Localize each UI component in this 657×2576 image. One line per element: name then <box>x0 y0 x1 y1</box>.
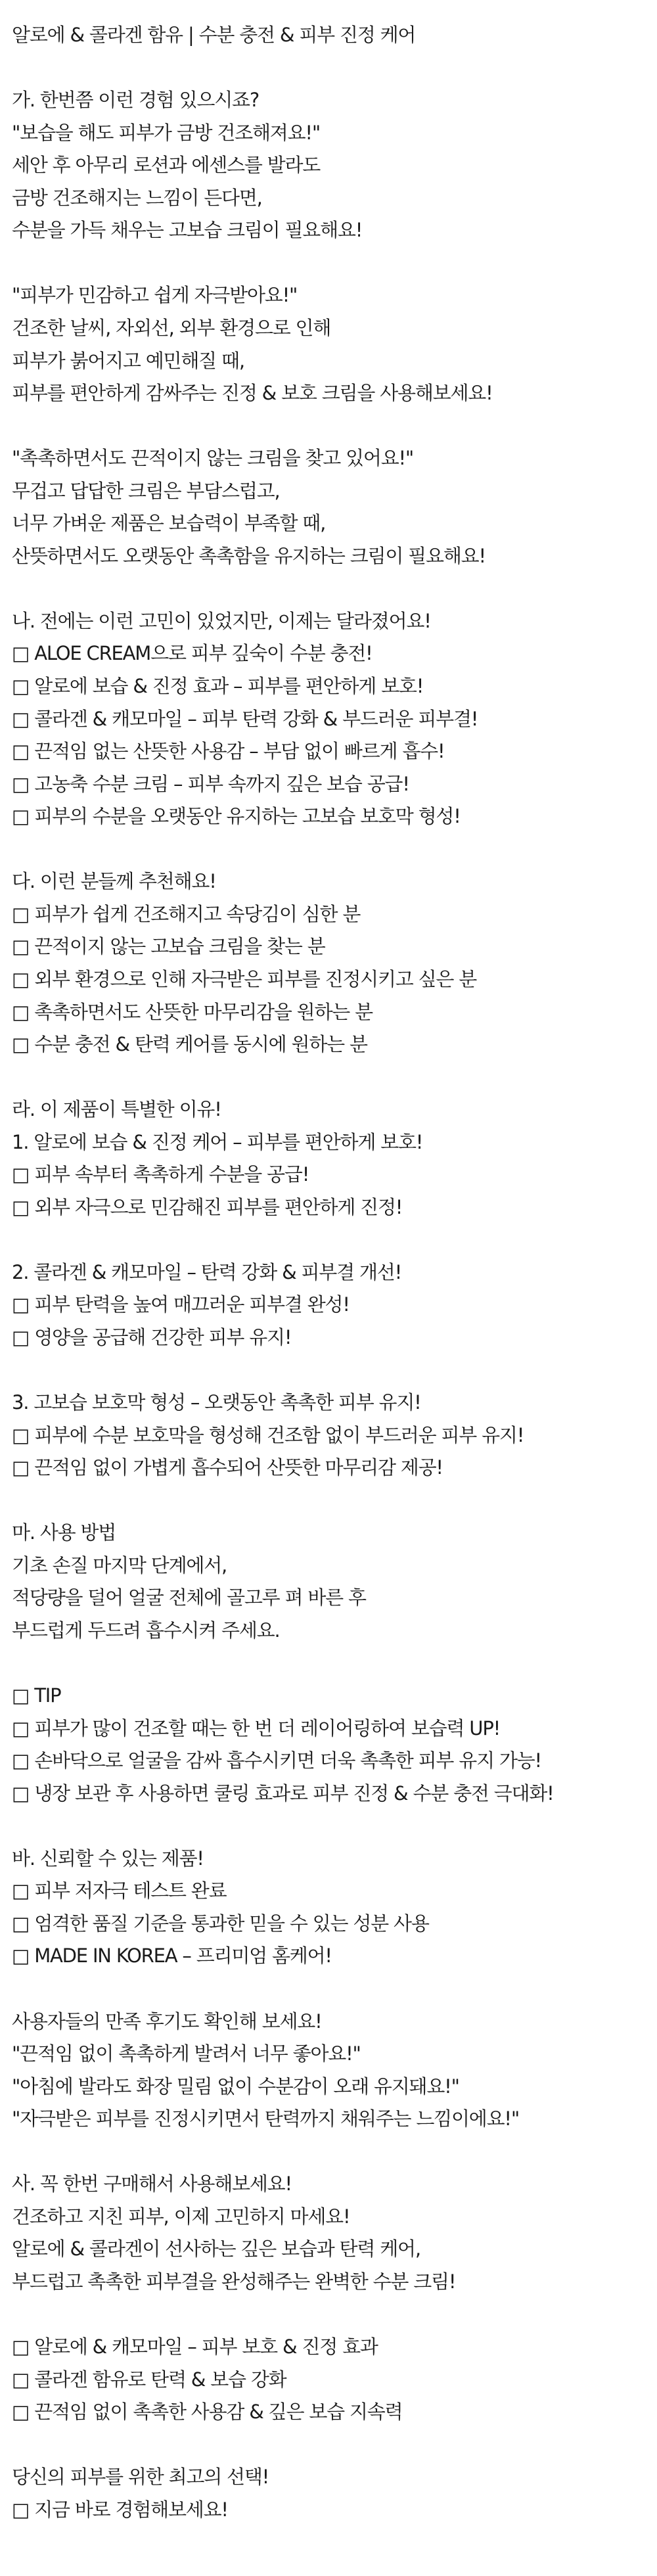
text-line: 기초 손질 마지막 단계에서, <box>12 1553 227 1576</box>
text-line: 산뜻하면서도 오랫동안 촉촉함을 유지하는 크림이 필요해요! <box>12 544 486 567</box>
text-line: □ 콜라겐 함유로 탄력 & 보습 강화 <box>12 2368 286 2391</box>
text-line: "아침에 발라도 화장 밀림 없이 수분감이 오래 유지돼요!" <box>12 2075 459 2098</box>
text-line: □ 끈적이지 않는 고보습 크림을 찾는 분 <box>12 935 325 958</box>
text-line: □ ALOE CREAM으로 피부 깊숙이 수분 충전! <box>12 642 373 665</box>
text-line: 라. 이 제품이 특별한 이유! <box>12 1098 221 1121</box>
text-line: □ 피부가 쉽게 건조해지고 속당김이 심한 분 <box>12 902 361 925</box>
text-line: □ MADE IN KOREA – 프리미엄 홈케어! <box>12 1944 332 1967</box>
text-line: □ 피부 속부터 촉촉하게 수분을 공급! <box>12 1163 309 1186</box>
text-line: □ 피부 저자극 테스트 완료 <box>12 1879 227 1902</box>
text-line: □ 끈적임 없이 촉촉한 사용감 & 깊은 보습 지속력 <box>12 2401 403 2424</box>
text-line: □ 피부의 수분을 오랫동안 유지하는 고보습 보호막 형성! <box>12 805 461 828</box>
text-line: □ 피부에 수분 보호막을 형성해 건조함 없이 부드러운 피부 유지! <box>12 1423 524 1446</box>
text-line: 당신의 피부를 위한 최고의 선택! <box>12 2466 269 2489</box>
text-line: □ 손바닥으로 얼굴을 감싸 흡수시키면 더욱 촉촉한 피부 유지 가능! <box>12 1749 541 1772</box>
text-line: □ 고농축 수분 크림 – 피부 속까지 깊은 보습 공급! <box>12 772 409 795</box>
text-line: □ 엄격한 품질 기준을 통과한 믿을 수 있는 성분 사용 <box>12 1912 429 1935</box>
text-line: □ 알로에 & 캐모마일 – 피부 보호 & 진정 효과 <box>12 2335 378 2358</box>
text-line: □ 영양을 공급해 건강한 피부 유지! <box>12 1326 292 1348</box>
text-line: 건조한 날씨, 자외선, 외부 환경으로 인해 <box>12 316 331 339</box>
text-line: □ 외부 환경으로 인해 자극받은 피부를 진정시키고 싶은 분 <box>12 967 477 990</box>
text-line: 부드럽고 촉촉한 피부결을 완성해주는 완벽한 수분 크림! <box>12 2270 456 2293</box>
text-line: □ 외부 자극으로 민감해진 피부를 편안하게 진정! <box>12 1195 403 1218</box>
text-line: 건조하고 지친 피부, 이제 고민하지 마세요! <box>12 2205 350 2228</box>
text-line: □ TIP <box>12 1684 61 1707</box>
text-line: 2. 콜라겐 & 캐모마일 – 탄력 강화 & 피부결 개선! <box>12 1260 402 1283</box>
text-line: □ 피부가 많이 건조할 때는 한 번 더 레이어링하여 보습력 UP! <box>12 1716 501 1739</box>
text-line: □ 지금 바로 경험해보세요! <box>12 2498 228 2521</box>
text-line: □ 촉촉하면서도 산뜻한 마무리감을 원하는 분 <box>12 1000 373 1023</box>
text-line: □ 콜라겐 & 캐모마일 – 피부 탄력 강화 & 부드러운 피부결! <box>12 707 478 730</box>
text-line: □ 피부 탄력을 높여 매끄러운 피부결 완성! <box>12 1293 350 1316</box>
text-line: 부드럽게 두드려 흡수시켜 주세요. <box>12 1619 280 1642</box>
text-line: 다. 이런 분들께 추천해요! <box>12 870 216 893</box>
text-line: "피부가 민감하고 쉽게 자극받아요!" <box>12 284 298 307</box>
text-line: 수분을 가득 채우는 고보습 크림이 필요해요! <box>12 219 363 242</box>
text-line: "촉촉하면서도 끈적이지 않는 크림을 찾고 있어요!" <box>12 447 414 470</box>
text-line: 너무 가벼운 제품은 보습력이 부족할 때, <box>12 512 326 535</box>
text-line: 알로에 & 콜라겐이 선사하는 깊은 보습과 탄력 케어, <box>12 2238 420 2261</box>
text-line: 피부가 붉어지고 예민해질 때, <box>12 349 244 372</box>
text-line: 가. 한번쯤 이런 경험 있으시죠? <box>12 89 260 112</box>
text-line: 바. 신뢰할 수 있는 제품! <box>12 1847 204 1870</box>
text-line: 무겁고 답답한 크림은 부담스럽고, <box>12 479 280 502</box>
text-line: □ 끈적임 없이 가볍게 흡수되어 산뜻한 마무리감 제공! <box>12 1456 443 1479</box>
text-line: 금방 건조해지는 느낌이 든다면, <box>12 186 262 209</box>
text-line: 마. 사용 방법 <box>12 1521 116 1544</box>
text-line: 나. 전에는 이런 고민이 있었지만, 이제는 달라졌어요! <box>12 609 431 632</box>
text-line: "끈적임 없이 촉촉하게 발려서 너무 좋아요!" <box>12 2042 361 2065</box>
text-line: □ 냉장 보관 후 사용하면 쿨링 효과로 피부 진정 & 수분 충전 극대화! <box>12 1782 554 1805</box>
text-line: "보습을 해도 피부가 금방 건조해져요!" <box>12 121 320 144</box>
text-line: □ 알로에 보습 & 진정 효과 – 피부를 편안하게 보호! <box>12 675 424 697</box>
text-line: 사용자들의 만족 후기도 확인해 보세요! <box>12 2010 322 2033</box>
text-line: 피부를 편안하게 감싸주는 진정 & 보호 크림을 사용해보세요! <box>12 382 493 405</box>
text-line: □ 수분 충전 & 탄력 케어를 동시에 원하는 분 <box>12 1033 367 1056</box>
text-line: 3. 고보습 보호막 형성 – 오랫동안 촉촉한 피부 유지! <box>12 1391 421 1414</box>
text-line: 알로에 & 콜라겐 함유 | 수분 충전 & 피부 진정 케어 <box>12 24 416 46</box>
text-line: "자극받은 피부를 진정시키면서 탄력까지 채워주는 느낌이에요!" <box>12 2107 519 2130</box>
text-line: 1. 알로에 보습 & 진정 케어 – 피부를 편안하게 보호! <box>12 1130 423 1153</box>
text-line: 세안 후 아무리 로션과 에센스를 발라도 <box>12 154 321 177</box>
text-line: 사. 꼭 한번 구매해서 사용해보세요! <box>12 2173 292 2196</box>
text-line: □ 끈적임 없는 산뜻한 사용감 – 부담 없이 빠르게 흡수! <box>12 740 445 763</box>
text-line: 적당량을 덜어 얼굴 전체에 골고루 펴 바른 후 <box>12 1586 366 1609</box>
